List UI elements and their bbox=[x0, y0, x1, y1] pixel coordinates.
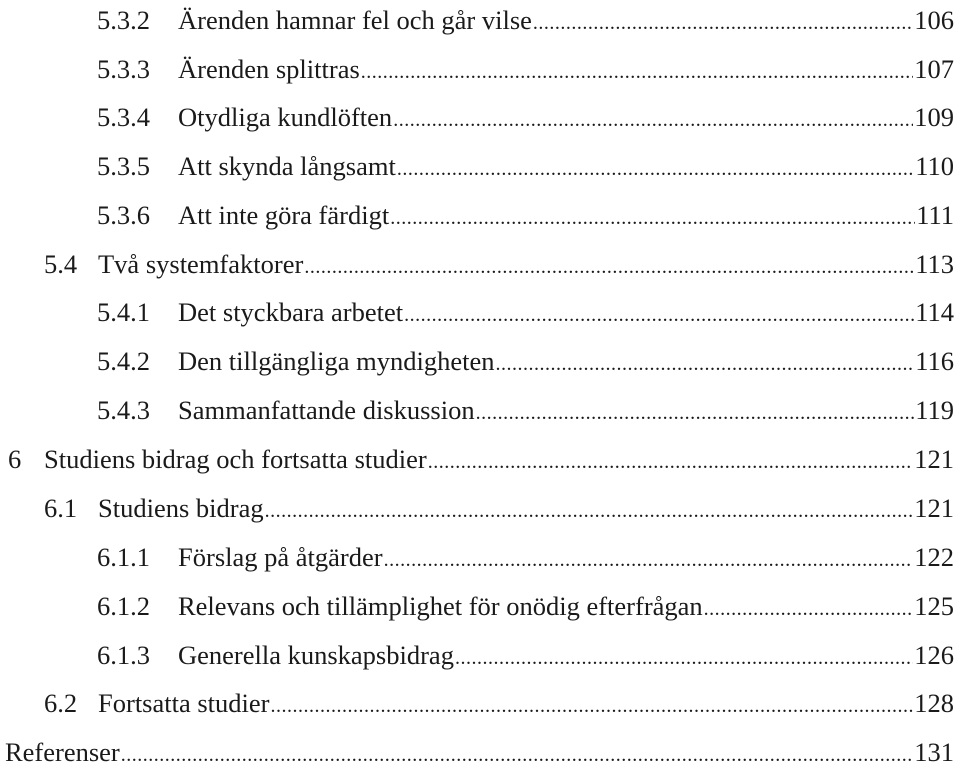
toc-dot-leader bbox=[265, 491, 914, 531]
toc-entry-number: 6.1.3 bbox=[97, 640, 150, 670]
toc-dot-leader bbox=[704, 589, 914, 629]
toc-dot-leader bbox=[533, 3, 913, 43]
toc-entry-number: 5.4.2 bbox=[97, 346, 150, 376]
toc-entry-page: 126 bbox=[914, 640, 954, 670]
toc-entry-title: Förslag på åtgärder bbox=[178, 542, 383, 572]
toc-entry-5-4-1[interactable] bbox=[97, 292, 954, 332]
toc-entry-page: 125 bbox=[914, 591, 954, 621]
toc-entry-title: Att inte göra färdigt bbox=[178, 200, 390, 230]
toc-entry-number: 5.3.4 bbox=[97, 102, 150, 132]
toc-entry-5-3-4[interactable] bbox=[97, 97, 954, 137]
toc-dot-leader bbox=[384, 540, 914, 580]
toc-dot-leader bbox=[495, 344, 914, 384]
toc-entry-6-1-1[interactable] bbox=[97, 537, 954, 577]
toc-entry-number: 5.3.6 bbox=[97, 200, 150, 230]
toc-entry-number: 5.4 bbox=[44, 249, 78, 279]
toc-entry-title: Att skynda långsamt bbox=[178, 151, 396, 181]
toc-entry-number: 5.3.2 bbox=[97, 5, 150, 35]
toc-entry-number: 6.2 bbox=[44, 688, 78, 718]
toc-dot-leader bbox=[455, 638, 913, 678]
toc-dot-leader bbox=[428, 442, 914, 482]
toc-entry-6-1-3[interactable] bbox=[97, 635, 954, 675]
toc-entry-title: Det styckbara arbetet bbox=[178, 297, 404, 327]
toc-dot-leader bbox=[304, 247, 914, 287]
toc-entry-5-4-3[interactable] bbox=[97, 390, 954, 430]
toc-dot-leader bbox=[390, 198, 915, 238]
toc-entry-page: 128 bbox=[914, 688, 954, 718]
toc-entry-title: Två systemfaktorer bbox=[98, 249, 304, 279]
toc-dot-leader bbox=[404, 295, 914, 335]
toc-entry-number: 6.1.2 bbox=[97, 591, 150, 621]
toc-entry-5-3-2[interactable] bbox=[97, 0, 954, 40]
toc-entry-number: 5.4.1 bbox=[97, 297, 150, 327]
toc-dot-leader bbox=[397, 149, 914, 189]
toc-entry-title: Generella kunskapsbidrag bbox=[178, 640, 454, 670]
toc-entry-title: Relevans och tillämplighet för onödig efterfrågan bbox=[178, 591, 703, 621]
toc-entry-page: 107 bbox=[914, 54, 954, 84]
toc-dot-leader bbox=[271, 686, 914, 726]
toc-entry-title: Referenser bbox=[5, 737, 120, 767]
toc-entry-page: 111 bbox=[916, 200, 954, 230]
toc-entry-title: Sammanfattande diskussion bbox=[178, 395, 475, 425]
toc-entry-number: 6 bbox=[8, 444, 22, 474]
toc-entry-5-3-6[interactable] bbox=[97, 195, 954, 235]
toc-entry-6[interactable] bbox=[8, 439, 954, 479]
toc-entry-number: 5.4.3 bbox=[97, 395, 150, 425]
toc-entry-page: 116 bbox=[915, 346, 954, 376]
toc-entry-title: Studiens bidrag bbox=[98, 493, 264, 523]
toc-entry-6-2[interactable] bbox=[44, 683, 954, 723]
toc-entry-page: 119 bbox=[915, 395, 954, 425]
toc-entry-page: 121 bbox=[914, 444, 954, 474]
toc-entry-title: Den tillgängliga myndigheten bbox=[178, 346, 495, 376]
toc-entry-page: 114 bbox=[915, 297, 954, 327]
toc-entry-5-4[interactable] bbox=[44, 244, 954, 284]
toc-entry-title: Ärenden hamnar fel och går vilse bbox=[178, 5, 532, 35]
toc-dot-leader bbox=[393, 100, 913, 140]
toc-entry-title: Studiens bidrag och fortsatta studier bbox=[44, 444, 427, 474]
toc-entry-number: 5.3.5 bbox=[97, 151, 150, 181]
toc-entry-title: Ärenden splittras bbox=[178, 54, 360, 84]
toc-entry-page: 131 bbox=[914, 737, 954, 767]
toc-dot-leader bbox=[121, 735, 913, 775]
toc-entry-referenser[interactable] bbox=[5, 732, 954, 772]
toc-entry-title: Fortsatta studier bbox=[98, 688, 270, 718]
toc-entry-5-3-5[interactable] bbox=[97, 146, 954, 186]
toc-entry-page: 109 bbox=[914, 102, 954, 132]
toc-entry-page: 110 bbox=[915, 151, 954, 181]
toc-entry-page: 106 bbox=[914, 5, 954, 35]
toc-entry-page: 113 bbox=[915, 249, 954, 279]
toc-dot-leader bbox=[476, 393, 915, 433]
toc-entry-page: 122 bbox=[914, 542, 954, 572]
toc-entry-5-3-3[interactable] bbox=[97, 49, 954, 89]
toc-dot-leader bbox=[361, 52, 913, 92]
toc-entry-page: 121 bbox=[914, 493, 954, 523]
toc-entry-6-1[interactable] bbox=[44, 488, 954, 528]
toc-entry-number: 6.1.1 bbox=[97, 542, 150, 572]
toc-entry-number: 6.1 bbox=[44, 493, 78, 523]
toc-entry-5-4-2[interactable] bbox=[97, 341, 954, 381]
toc-entry-number: 5.3.3 bbox=[97, 54, 150, 84]
toc-entry-6-1-2[interactable] bbox=[97, 586, 954, 626]
toc-entry-title: Otydliga kundlöften bbox=[178, 102, 393, 132]
